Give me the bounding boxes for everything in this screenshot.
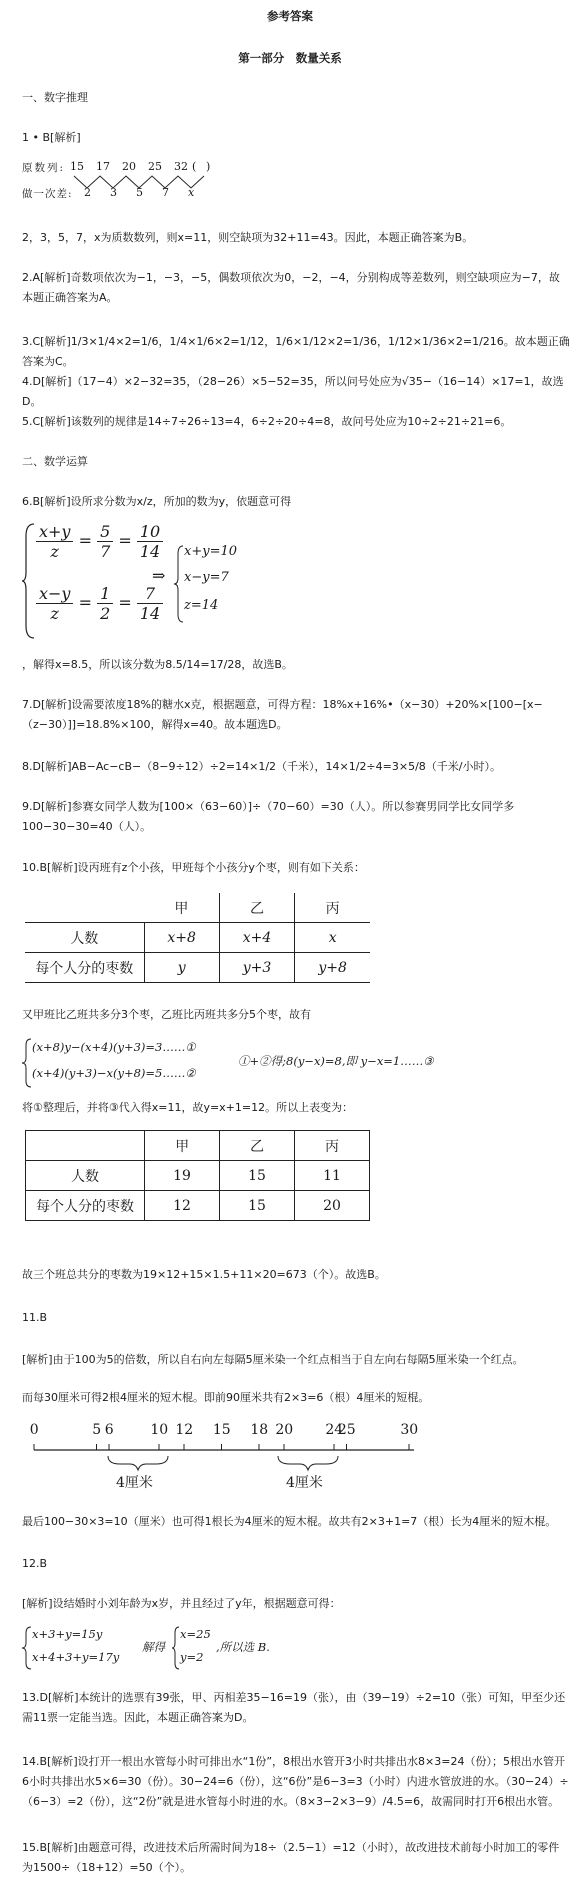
q12-tail: ,所以选 B. <box>216 1640 270 1654</box>
q9-answer: 9.D[解析]参赛女同学人数为[100×（63−60）]÷（70−60）=30（人）。所以参赛男同学比女同学多100−30−30=40（人）。 <box>22 800 515 833</box>
q6-res3: z=14 <box>184 598 219 613</box>
q1-zigzag <box>70 174 270 194</box>
q4-answer: 4.D[解析]（17−4）×2−32=35，（28−26）×5−52=35，所以问号处应为√35−（16−14）×17=1，故选D。 <box>22 375 564 408</box>
q10-mid: 又甲班比乙班共多分3个枣，乙班比丙班共多分5个枣，故有 <box>22 1008 311 1021</box>
diff-value-x: x <box>188 186 195 199</box>
tick-label: 15 <box>212 1422 231 1438</box>
tick-label: 6 <box>104 1422 114 1438</box>
table-header-cell: 丙 <box>295 893 370 923</box>
table-row <box>25 953 370 983</box>
table-cell: 11 <box>295 1161 370 1191</box>
q6-eq2: $\frac{x-y}{z}$ = $\frac{1}{2}$ = $\frac{7}{14}$ <box>36 584 163 623</box>
table-cell: 人数 <box>26 1161 145 1191</box>
tick-label: 5 <box>92 1422 102 1438</box>
q11-number-line <box>22 1418 422 1498</box>
table-cell: y <box>144 953 219 983</box>
q6-eq1-mid-num: 5 <box>97 522 113 542</box>
seq-value: 25 <box>148 160 162 173</box>
q6-eq2-mid-num: 1 <box>97 584 113 604</box>
q6-eq2-rhs-den: 14 <box>139 604 161 623</box>
q10-conclusion: 故三个班总共分的枣数为19×12+15×1.5+11×20=673（个）。故选B。 <box>22 1268 386 1281</box>
q12-p1: [解析]设结婚时小刘年龄为x岁，并且经过了y年，根据题意可得： <box>22 1597 341 1610</box>
q3-answer: 3.C[解析]1/3×1/4×2=1/6，1/4×1/6×2=1/12，1/6×1/12×2=1/36，1/12×1/36×2=1/216。故本题正确答案为C。 <box>22 335 570 368</box>
seq-value: 15 <box>70 160 84 173</box>
tick-label: 25 <box>337 1422 356 1438</box>
q12-brace <box>22 1626 32 1670</box>
table-cell: x+4 <box>219 923 295 953</box>
q6-eq2-rhs-num: 7 <box>137 584 163 604</box>
tick-label: 12 <box>175 1422 194 1438</box>
q11-p3: 最后100−30×3=10（厘米）也可得1根长为4厘米的短木棍。故共有2×3+1=7（根）长为4厘米的短木棍。 <box>22 1515 557 1528</box>
table-cell: 19 <box>145 1161 220 1191</box>
q1-row1-label: 原数列: <box>22 162 66 174</box>
q15-answer: 15.B[解析]由题意可得，改进技术后所需时间为18÷（2.5−1）=12（小时），故改进技术前每小时加工的零件为1500÷（18+12）=50（个）。 <box>22 1841 560 1874</box>
q10-table-variables <box>25 893 370 983</box>
section-title: 第一部分 数量关系 <box>238 51 342 65</box>
q12-system <box>22 1626 322 1672</box>
q12-label: 12.B <box>22 1557 48 1570</box>
q6-eq1: $\frac{x+y}{z}$ = $\frac{5}{7}$ = $\frac{10}{14}$ <box>36 522 163 561</box>
q11-p1: [解析]由于100为5的倍数，所以自右向左每隔5厘米染一个红点相当于自左向右每隔5厘米染一个红点。 <box>22 1353 524 1366</box>
tick-label: 30 <box>400 1422 419 1438</box>
q6-eq2-den: z <box>50 604 59 623</box>
seq-value: 20 <box>122 160 136 173</box>
brace-label: 4厘米 <box>116 1475 153 1491</box>
q6-eq1-mid-den: 7 <box>100 542 111 561</box>
q12-r2: y=2 <box>180 1650 204 1664</box>
q6-res2: x−y=7 <box>184 570 229 585</box>
table-cell: x <box>295 923 370 953</box>
q1-diagram <box>22 160 282 210</box>
tick-label: 0 <box>29 1422 39 1438</box>
q10-intro: 10.B[解析]设丙班有z个小孩，甲班每个小孩分y个枣，则有如下关系： <box>22 861 365 874</box>
heading-number-reasoning: 一、数字推理 <box>22 91 88 104</box>
seq-value: 17 <box>96 160 110 173</box>
diff-value: 3 <box>110 186 117 199</box>
table-header-cell: 乙 <box>219 893 295 923</box>
q6-eq1-num: x+y <box>36 522 73 542</box>
q6-eq2-num: x−y <box>36 584 73 604</box>
q10-mid2: 将①整理后，并将③代入得x=11，故y=x+1=12。所以上表变为： <box>22 1101 354 1114</box>
tick-label: 10 <box>150 1422 169 1438</box>
q6-intro: 6.B[解析]设所求分数为x/z，所加的数为y，依题意可得 <box>22 495 292 508</box>
q10-system <box>22 1038 522 1090</box>
q10-sys-sum: ①+②得;8(y−x)=8,即 y−x=1……③ <box>238 1054 434 1068</box>
table-cell: y+8 <box>295 953 370 983</box>
q10-brace <box>22 1038 32 1088</box>
q6-equations <box>22 522 322 642</box>
table-cell: 12 <box>145 1191 220 1221</box>
table-cell: x+8 <box>144 923 219 953</box>
q12-r1: x=25 <box>180 1627 211 1641</box>
q6-eq1-den: z <box>50 542 59 561</box>
q8-answer: 8.D[解析]AB−Ac−cB−（8−9÷12）÷2=14×1/2（千米），14×1/2÷4=3×5/8（千米/小时）。 <box>22 760 501 773</box>
table-row <box>26 1161 370 1191</box>
table-cell: 15 <box>220 1161 295 1191</box>
q1-label: 1 • B[解析] <box>22 131 81 144</box>
tick-label: 18 <box>250 1422 269 1438</box>
table-cell: 每个人分的枣数 <box>25 953 144 983</box>
q6-res1: x+y=10 <box>184 544 238 559</box>
q6-result: ，解得x=8.5，所以该分数为8.5/14=17/28，故选B。 <box>22 658 293 671</box>
q10-table-values <box>25 1130 370 1221</box>
table-cell: 15 <box>220 1191 295 1221</box>
table-header-row <box>25 893 370 923</box>
q5-answer: 5.C[解析]该数列的规律是14÷7÷26÷13=4，6÷2÷20÷4=8，故问号处应为10÷2÷21÷21=6。 <box>22 415 512 428</box>
seq-paren-close: ) <box>206 160 211 173</box>
seq-paren-open: ( <box>192 160 197 173</box>
table-header-row <box>26 1131 370 1161</box>
q6-eq1-rhs-num: 10 <box>137 522 163 542</box>
q1-explanation: 2，3，5，7，x为质数数列，则x=11，则空缺项为32+11=43。因此，本题正确答案为B。 <box>22 231 474 244</box>
brace-label: 4厘米 <box>286 1475 323 1491</box>
page-title: 参考答案 <box>267 9 313 23</box>
q13-answer: 13.D[解析]本统计的选票有39张，甲、丙相差35−16=19（张），由（39−19）÷2=10（张）可知，甲至少还需11票一定能当选。因此，本题正确答案为D。 <box>22 1691 566 1724</box>
q6-eq2-mid-den: 2 <box>100 604 111 623</box>
table-cell: 每个人分的枣数 <box>26 1191 145 1221</box>
table-cell: 人数 <box>25 923 144 953</box>
table-row <box>25 923 370 953</box>
heading-math-operations: 二、数学运算 <box>22 455 88 468</box>
q6-eq1-rhs-den: 14 <box>139 542 161 561</box>
table-header-cell: 甲 <box>145 1131 220 1161</box>
table-header-cell: 乙 <box>220 1131 295 1161</box>
q1-row2-label: 做一次差: <box>22 188 73 200</box>
table-header-cell: 甲 <box>144 893 219 923</box>
q10-sys-eq1: (x+8)y−(x+4)(y+3)=3……① <box>32 1040 196 1054</box>
table-header-cell: 丙 <box>295 1131 370 1161</box>
q14-answer: 14.B[解析]设打开一根出水管每小时可排出水“1份”，8根出水管开3小时共排出水8×3=24（份）；5根出水管开6小时共排出水5×6=30（份）。30−24=6（份），这“6份”是6−3=3（小时）内进水管放进的水。（30−24）÷（6−3）=2（份），这“2份”就是进水管每小时进的水。（8×3−2×3−9）/4.5=6，故需同时打开6根出水管。 <box>22 1755 569 1808</box>
implies-arrow: ⇒ <box>152 566 166 585</box>
q6-right-brace <box>174 544 184 624</box>
diff-value: 5 <box>136 186 143 199</box>
table-cell: 20 <box>295 1191 370 1221</box>
table-row <box>26 1191 370 1221</box>
table-cell: y+3 <box>219 953 295 983</box>
q11-p2: 而每30厘米可得2根4厘米的短木棍。即前90厘米共有2×3=6（根）4厘米的短棍。 <box>22 1391 430 1404</box>
tick-label: 20 <box>275 1422 294 1438</box>
tick-label: 24 <box>325 1422 344 1438</box>
q2-answer: 2.A[解析]奇数项依次为−1，−3，−5，偶数项依次为0，−2，−4，分别构成等差数列，则空缺项应为−7，故本题正确答案为A。 <box>22 271 560 304</box>
q12-eq2: x+4+3+y=17y <box>32 1650 120 1664</box>
diff-value: 2 <box>84 186 91 199</box>
q12-eq1: x+3+y=15y <box>32 1627 103 1641</box>
diff-value: 7 <box>162 186 169 199</box>
q12-solve-label: 解得 <box>142 1640 165 1654</box>
q6-left-brace <box>22 522 36 640</box>
seq-value: 32 <box>174 160 188 173</box>
table-header-cell <box>25 893 144 923</box>
q12-brace-2 <box>172 1626 180 1670</box>
q10-sys-eq2: (x+4)(y+3)−x(y+8)=5……② <box>32 1066 196 1080</box>
q7-answer: 7.D[解析]设需要浓度18%的糖水x克，根据题意，可得方程：18%x+16%•（x−30）+20%×[100−[x−（z−30）]]=18.8%×100，解得x=40。故本题选D。 <box>22 698 543 731</box>
q11-label: 11.B <box>22 1311 48 1324</box>
table-header-cell <box>26 1131 145 1161</box>
